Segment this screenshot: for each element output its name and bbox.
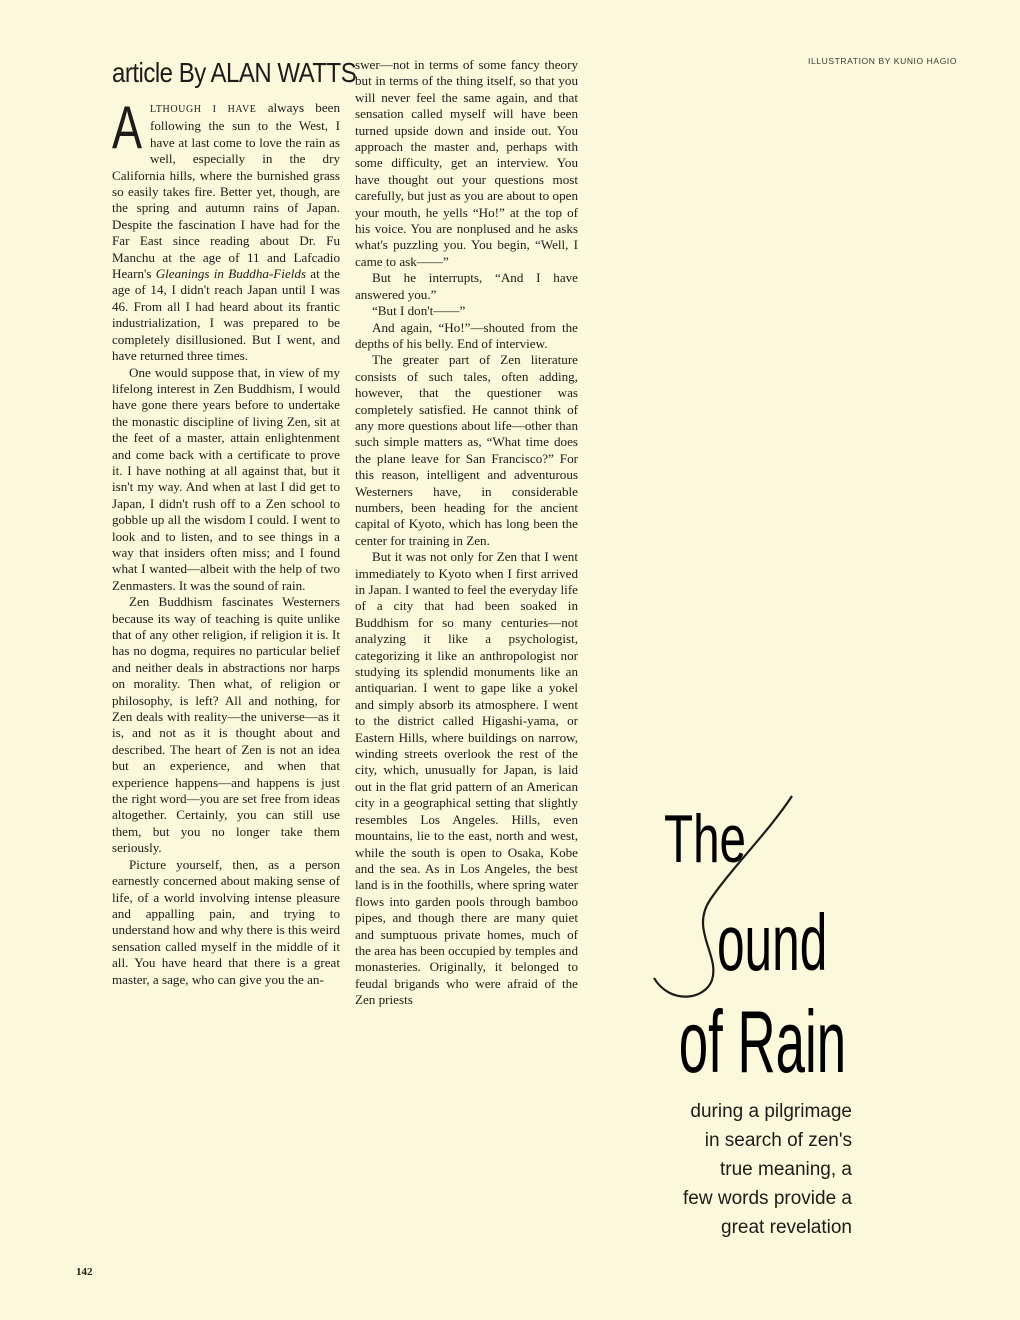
paragraph-2: One would suppose that, in view of my lifelong interest in Zen Buddhism, I would have gone there years before to undertake the monastic discipline of living Zen, sit at the feet of a master, attain enlightenment and come back with a certificate to prove it. I have nothing at all against that, but it isn't my way. And when at last I did get to Japan, I didn't rush off to a Zen school to gobble up all the wisdom I could. I went to look and to listen, and to see things in a way that insiders often miss; and I found what I wanted—albeit with the help of two Zenmasters. It was the sound of rain. [112,364,340,593]
paragraph-1 [112,94,340,365]
paragraph-text: always been following the sun to the West, I have at last come to love the rain as well, especially in the dry California hills, where the burnished grass so easily takes fire. Better yet, though, are the spring and autumn rains of Japan. Despite the fascination I have had for the Far East since reading about Dr. Fu Manchu at the age of 11 and Lafcadio Hearn's [112,100,340,282]
paragraph-4: Picture yourself, then, as a person earnestly concerned about making sense of life, of a world involving intense pleasure and appalling pain, and trying to understand how and why there is this weird sensation called myself in the middle of it all. You have heard that there is a great master, a sage, who can give you the an- [112,856,341,987]
paragraph-continued: swer—not in terms of some fancy theory but in terms of the thing itself, so that you will never feel the same again, and that sensation called myself will have been turned upside down and inside out. You approach the master and, perhaps with some difficulty, get an interview. You have thought out your questions most carefully, but just as you are about to open your mouth, he yells “Ho!” at the top of his voice. You are nonplused and he asks what's puzzling you. You begin, “Well, I came to ask——” [355,57,578,269]
paragraph-3: Zen Buddhism fascinates Westerners because its way of teaching is quite unlike that of any other religion, if religion it is. It has no dogma, requires no particular belief and neither deals in abstractions nor harps on morality. Then what, of religion or philosophy, is left? All and nothing, for Zen deals with reality—the universe—as it is, and not as it is thought about and described. The heart of Zen is not an idea but an experience, and when that experience happens—and happens is just the right word—you are set free from ideas altogether. Certainly, you can still use them, but you no longer take them seriously. [112,594,340,856]
book-title: Gleanings in Buddha-Fields [155,266,307,282]
article-title [650,790,870,1090]
byline: article By ALAN WATTS [112,58,357,90]
title-word-ound: ound [716,899,828,989]
drop-cap: A [112,94,143,161]
paragraph: But he interrupts, “And I have answered you.” [355,270,578,302]
article-column-1 [112,94,341,988]
article-column-2 [355,57,578,1009]
page-number: 142 [76,1266,93,1278]
paragraph: The greater part of Zen literature consists of such tales, often adding, however, that the questioner was completely satisfied. He cannot think of any more questions about life—other than such simple matters as, “What time does the plane leave for San Francisco?” For this reason, intelligent and adventurous Westerners have, in considerable numbers, been heading for the ancient capital of Kyoto, which has long been the center for training in Zen. [355,352,578,548]
paragraph-text: at the age of 14, I didn't reach Japan until I was 46. From all I had heard about its frantic industrialization, I was prepared to be completely disillusioned. But I went, and have returned three times. [112,266,340,364]
lead-in-caps: LTHOUGH I HAVE [150,104,257,115]
subtitle-line: true meaning, a [719,1159,852,1180]
paragraph: “But I don't——” [372,303,466,319]
subtitle [632,1097,852,1242]
subtitle-line: great revelation [721,1217,852,1238]
paragraph: And again, “Ho!”—shouted from the depths of his belly. End of interview. [355,319,578,351]
paragraph: But it was not only for Zen that I went immediately to Kyoto when I first arrived in Japan. I wanted to feel the everyday life of a city that had been soaked in Buddhism for so many centuries—not analyzing it like a psychologist, categorizing it like an anthropologist nor studying its splendid monuments like an antiquarian. I went to gape like a yokel and simply absorb its atmosphere. I went to the district called Higashi-yama, or Eastern Hills, where buildings on narrow, winding streets overlook the rest of the city, which, unusually for Japan, is laid out in the flat grid pattern of an American city in a geographical setting that slightly resembles Los Angeles. Hills, even mountains, lie to the east, north and west, while the south is open to Osaka, Kobe and the sea. As in Los Angeles, the best land is in the foothills, where spring water flows into garden pools through bamboo pipes, and though there are many quiet and sumptuous private homes, much of the area has been occupied by temples and monasteries. Originally, it belonged to feudal brigands who were afraid of the Zen priests [355,549,578,1008]
subtitle-line: during a pilgrimage [690,1101,852,1122]
title-word-of-rain: of Rain [678,993,847,1090]
subtitle-line: few words provide a [683,1188,852,1209]
subtitle-line: in search of zen's [704,1130,852,1151]
title-word-the: The [664,801,747,878]
illustration-credit: ILLUSTRATION BY KUNIO HAGIO [808,56,958,66]
